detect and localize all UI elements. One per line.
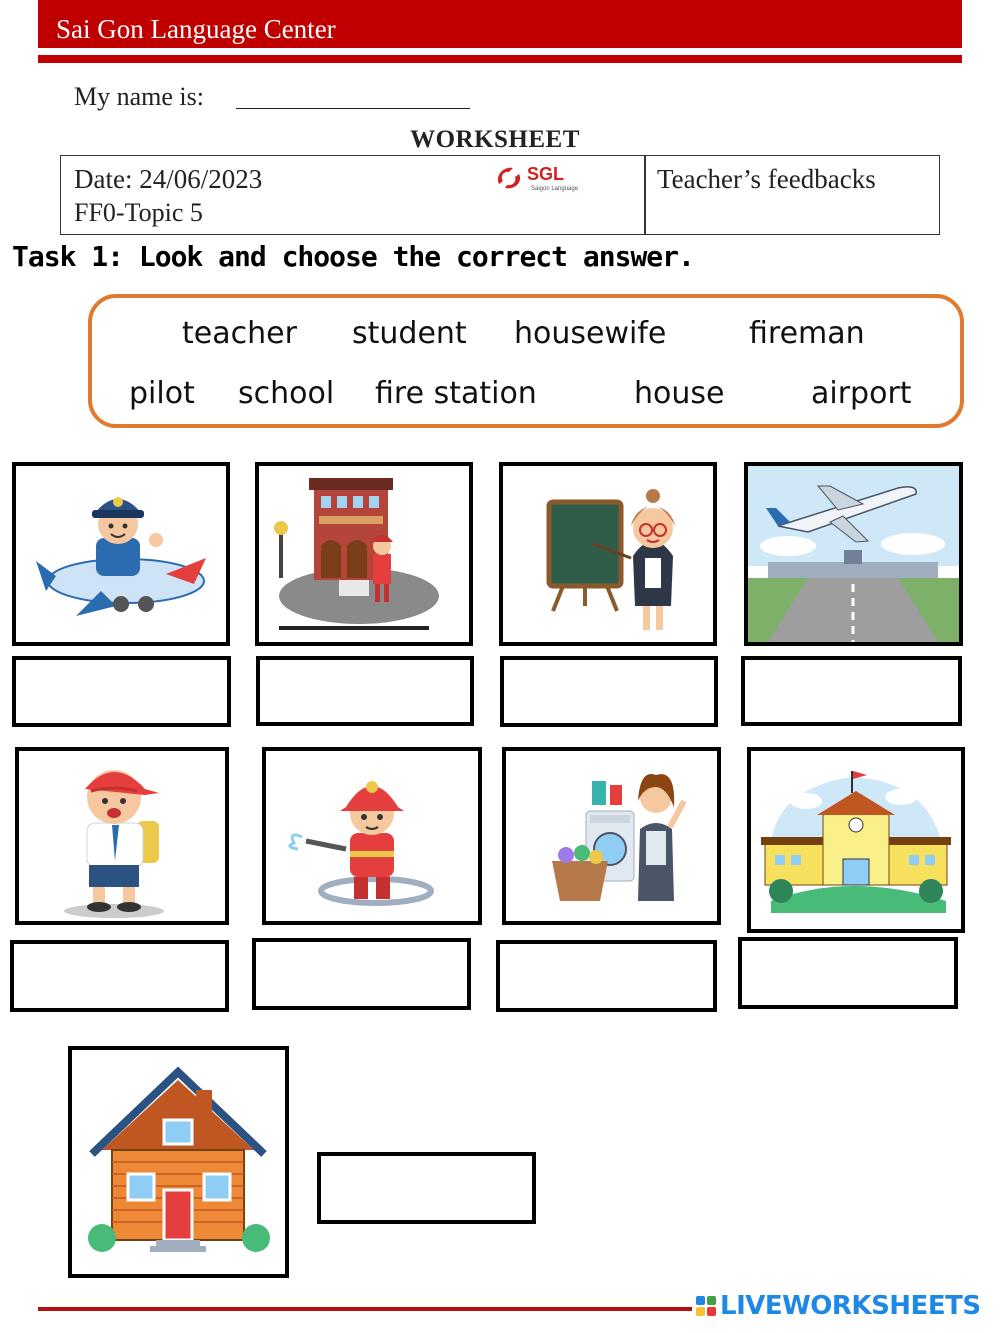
center-name: Sai Gon Language Center: [56, 14, 336, 44]
answer-box-5[interactable]: [10, 940, 229, 1012]
answer-box-2[interactable]: [256, 656, 474, 726]
pilot-airplane-icon: [16, 466, 226, 642]
airport-airplane-icon: [748, 466, 959, 642]
word-house: house: [634, 376, 725, 411]
picture-airport: [744, 462, 963, 646]
header-divider: [38, 55, 962, 63]
picture-house: [68, 1046, 289, 1278]
sgl-logo-text: SGL: [527, 164, 565, 184]
task-title: Task 1: Look and choose the correct answer.: [12, 240, 694, 273]
picture-school: [747, 747, 965, 933]
liveworksheets-tiles-icon: [696, 1296, 716, 1316]
sgl-logo: [493, 160, 589, 194]
answer-box-1[interactable]: [12, 656, 231, 727]
picture-fire-station: [255, 462, 473, 646]
word-student: student: [352, 316, 467, 351]
picture-student: [15, 747, 229, 925]
housewife-laundry-icon: [506, 751, 717, 921]
picture-housewife: [502, 747, 721, 925]
sgl-logo-icon: [493, 160, 589, 194]
name-blank-line: [236, 108, 470, 109]
name-label: My name is:: [74, 82, 204, 111]
picture-teacher: [499, 462, 717, 646]
info-table: [60, 155, 940, 235]
feedback-label: Teacher’s feedbacks: [657, 164, 876, 194]
answer-box-9[interactable]: [317, 1152, 536, 1224]
fire-station-icon: [259, 466, 469, 642]
answer-box-3[interactable]: [500, 656, 718, 727]
table-divider: [644, 156, 646, 234]
answer-box-4[interactable]: [741, 656, 962, 726]
student-boy-icon: [19, 751, 225, 921]
date-text: Date: 24/06/2023: [74, 164, 263, 194]
answer-box-6[interactable]: [252, 938, 471, 1010]
picture-fireman: [262, 747, 482, 925]
worksheet-title: WORKSHEET: [410, 126, 580, 153]
teacher-blackboard-icon: [503, 466, 713, 642]
answer-box-7[interactable]: [496, 940, 717, 1012]
word-fire-station: fire station: [375, 376, 537, 411]
word-teacher: teacher: [182, 316, 297, 351]
word-airport: airport: [811, 376, 912, 411]
liveworksheets-brand: LIVEWORKSHEETS: [720, 1291, 981, 1321]
answer-box-8[interactable]: [738, 937, 958, 1009]
topic-text: FF0-Topic 5: [74, 198, 203, 227]
word-school: school: [238, 376, 335, 411]
word-pilot: pilot: [129, 376, 195, 411]
school-building-icon: [751, 751, 961, 929]
word-fireman: fireman: [749, 316, 865, 351]
word-housewife: housewife: [514, 316, 667, 351]
fireman-hose-icon: [266, 751, 478, 921]
liveworksheets-logo: [692, 1291, 981, 1321]
house-icon: [72, 1050, 285, 1274]
sgl-logo-subtext: Saigon Language: [531, 186, 579, 192]
picture-pilot: [12, 462, 230, 646]
